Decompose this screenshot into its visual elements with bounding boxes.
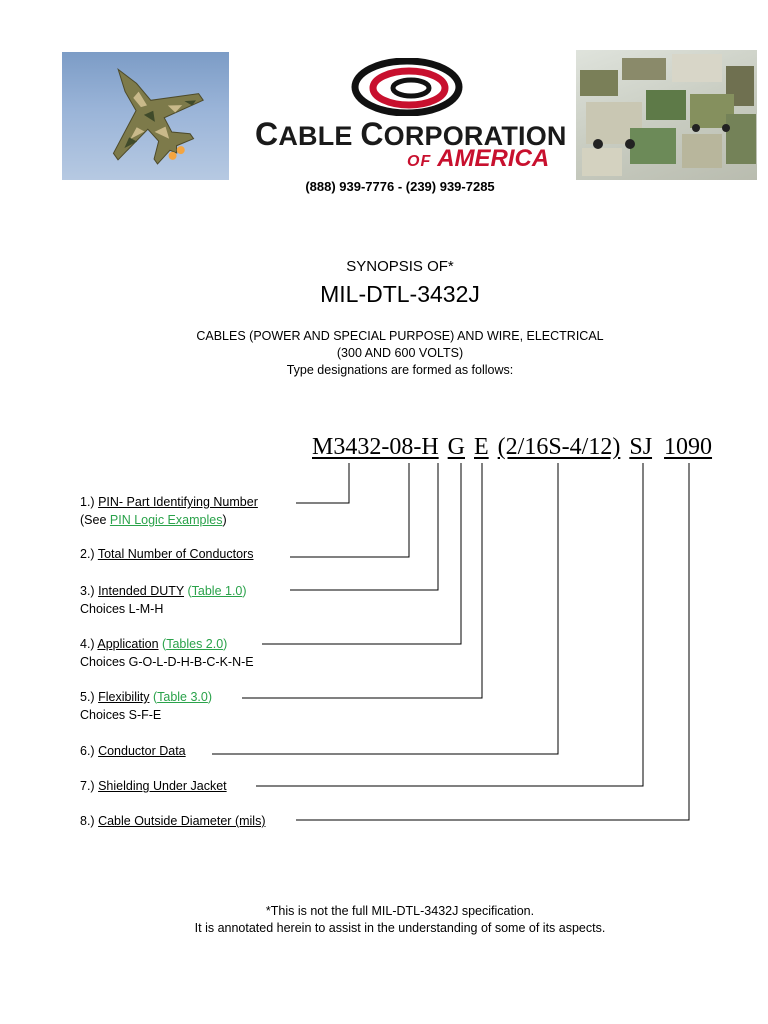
callout-3-label: Intended DUTY bbox=[98, 584, 185, 598]
standard-title: MIL-DTL-3432J bbox=[320, 281, 480, 307]
callout-1-label: PIN- Part Identifying Number bbox=[98, 495, 258, 509]
callout-3-choices: Choices L-M-H bbox=[80, 602, 164, 616]
designation-shielding: SJ bbox=[629, 434, 653, 460]
designation-outside-diameter: 1090 bbox=[664, 434, 713, 460]
callout-4-label: Application bbox=[97, 637, 159, 651]
callout-8-label: Cable Outside Diameter (mils) bbox=[98, 814, 266, 828]
callout-8: 8.) Cable Outside Diameter (mils) bbox=[80, 814, 266, 828]
pin-logic-examples-link[interactable]: PIN Logic Examples bbox=[109, 513, 223, 527]
callout-5: 5.) Flexibility (Table 3.0) Choices S-F-E bbox=[80, 690, 213, 722]
designation-flexibility: E bbox=[474, 434, 489, 460]
logo-tagline: OF AMERICA bbox=[407, 145, 550, 172]
leader-6 bbox=[212, 463, 558, 754]
callout-1: 1.) PIN- Part Identifying Number (See PIN Logic Examples) bbox=[80, 495, 258, 527]
tables-2-0-link[interactable]: Tables 2.0 bbox=[166, 637, 224, 651]
logo-wordmark: CABLE CORPORATION bbox=[255, 116, 567, 152]
callout-7: 7.) Shielding Under Jacket bbox=[80, 779, 227, 793]
callout-4: 4.) Application (Tables 2.0) Choices G-O-L-D-H-B-C-K-N-E bbox=[80, 637, 254, 669]
callout-5-choices: Choices S-F-E bbox=[80, 708, 162, 722]
callout-2-label: Total Number of Conductors bbox=[97, 547, 254, 561]
designation-application: G bbox=[447, 434, 465, 460]
synopsis-heading: SYNOPSIS OF* bbox=[346, 258, 454, 275]
leader-1 bbox=[296, 463, 349, 503]
leader-8 bbox=[296, 463, 689, 820]
description-line-3: Type designations are formed as follows: bbox=[286, 363, 514, 377]
description-line-2: (300 AND 600 VOLTS) bbox=[336, 346, 464, 360]
callout-3: 3.) Intended DUTY (Table 1.0) Choices L-M-H bbox=[80, 584, 247, 616]
leader-3 bbox=[290, 463, 438, 590]
designation-conductor-data: (2/16S-4/12) bbox=[497, 434, 621, 460]
leader-7 bbox=[256, 463, 643, 786]
callout-6: 6.) Conductor Data bbox=[80, 744, 186, 758]
callout-7-label: Shielding Under Jacket bbox=[98, 779, 227, 793]
phone-numbers: (888) 939-7776 - (239) 939-7285 bbox=[305, 179, 495, 194]
callout-2: 2.) Total Number of Conductors bbox=[80, 547, 254, 561]
leader-5 bbox=[242, 463, 482, 698]
footer-note-1: *This is not the full MIL-DTL-3432J specification. bbox=[265, 904, 535, 918]
designation-prefix: M3432-08-H bbox=[312, 434, 439, 460]
callout-5-label: Flexibility bbox=[98, 690, 150, 704]
leader-4 bbox=[262, 463, 461, 644]
description-line-1: CABLES (POWER AND SPECIAL PURPOSE) AND WIRE, ELECTRICAL bbox=[196, 329, 604, 343]
callout-6-label: Conductor Data bbox=[98, 744, 186, 758]
table-3-0-link[interactable]: Table 3.0 bbox=[157, 690, 208, 704]
table-1-0-link[interactable]: Table 1.0 bbox=[191, 584, 243, 598]
callout-4-choices: Choices G-O-L-D-H-B-C-K-N-E bbox=[80, 655, 254, 669]
footer-note-2: It is annotated herein to assist in the understanding of some of its aspects. bbox=[194, 921, 606, 935]
